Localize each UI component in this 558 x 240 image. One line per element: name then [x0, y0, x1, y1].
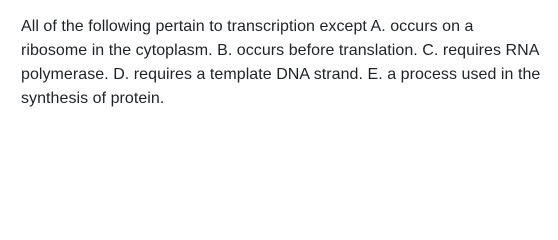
question-text: All of the following pertain to transcription except A. occurs on a ribosome in the cytoplasm. B. occurs before translation. C. requires RNA polymerase. D. requires a template DNA strand. E. a process used in the synthesis of protein.	[21, 18, 541, 107]
